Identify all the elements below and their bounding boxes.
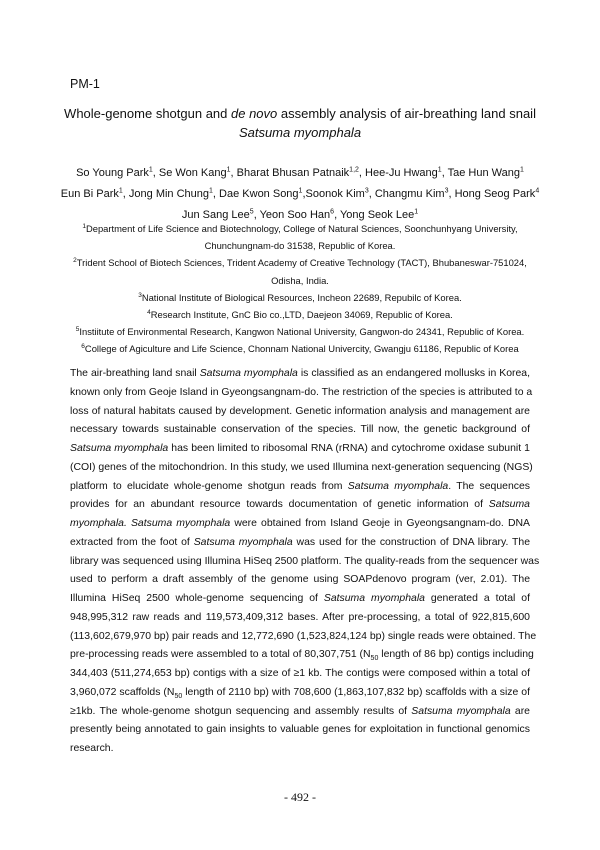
affiliation-2: [30, 254, 570, 271]
text-run: pre-processing reads were assembled to a total of 80,307,751 (N: [70, 649, 371, 661]
affil-text: Department of Life Science and Biotechnology, College of Natural Sciences, Soonchunhyang University,: [85, 223, 518, 234]
abstract-body: [70, 365, 540, 759]
author: Yeon Soo Han: [259, 209, 331, 221]
author-line-3: Jun Sang Lee$^5$, Yeon Soo Han$^6$, Yong Seok Lee$^1$: [181, 208, 419, 221]
text-run: were obtained from Island Geoje in Gyeongsangnam-do. DNA: [230, 518, 530, 529]
author-line-1: So Young Park$^1$, Se Won Kang$^1$, Bharat Bhusan Patnaik$^{1,2}$, Hee-Ju Hwang$^1$, Tae Hun Wang$^1$: [76, 166, 524, 179]
abstract-line: [70, 590, 530, 609]
species-name: Satsuma myomphala: [323, 593, 425, 604]
title-species: Satsuma myomphala: [238, 125, 362, 140]
author: Soonok Kim: [305, 188, 365, 200]
affiliation-3: [30, 289, 570, 306]
author-affil-ref: 3: [364, 187, 369, 195]
page-number: - 492 -: [284, 790, 316, 804]
title-italic-part: de novo: [231, 106, 278, 121]
affiliation-1: [30, 220, 570, 237]
title-line-2: [40, 125, 560, 140]
abstract-line: loss of natural habitats caused by development. Genetic information analysis and management are: [70, 405, 530, 417]
author-affil-ref: 5: [249, 208, 254, 216]
affiliation-5: [30, 323, 570, 340]
subscript: 50: [174, 692, 183, 700]
text-run: are: [510, 705, 530, 717]
abstract-line: [70, 365, 530, 384]
author-affil-ref: 6: [330, 208, 335, 216]
abstract-line: [70, 515, 530, 534]
abstract-line: known only from Geoje Island in Gyeongsangnam-do. The restriction of the species is attributed to a: [70, 386, 533, 398]
author-affil-ref: 1: [148, 166, 153, 174]
author: Bharat Bhusan Patnaik: [236, 167, 350, 179]
text-run: ≥1kb. The whole-genome shotgun sequencing and assembly results of: [70, 705, 412, 717]
text-run: The air-breathing land snail: [70, 368, 200, 379]
author: So Young Park: [76, 167, 149, 179]
author: Dae Kwon Song: [219, 188, 299, 200]
abstract-line: 344,403 (511,274,653 bp) contigs with a size of ≥1 kb. The contigs were composed within a total of: [70, 668, 530, 679]
author: Hong Seog Park: [454, 188, 536, 200]
text-run: has been limited to ribosomal RNA (rRNA) and cytochrome oxidase subunit 1: [168, 443, 530, 454]
affil-text: College of Agiculture and Life Science, Chonnam National Univercity, Gwangju 61186, Republic of Korea: [84, 343, 519, 355]
affil-number: 6: [81, 343, 85, 351]
author-affil-ref: 1: [519, 166, 524, 174]
author: Hee-Ju Hwang: [365, 167, 438, 179]
text-run: provides for an abundant resource towards documentation of genetic information of: [70, 499, 483, 511]
author: Jong Min Chung: [128, 188, 210, 200]
affil-number: 1: [82, 222, 86, 230]
species-name: Satsuma myomphala: [70, 443, 169, 454]
affil-text: Instiitute of Environmental Research, Kangwon National University, Gangwon-do 24341, Republic of Korea.: [79, 326, 525, 338]
author-affil-ref: 1: [118, 187, 123, 195]
author-affil-ref: 1,2: [349, 166, 359, 174]
affil-number: 5: [75, 326, 80, 334]
affiliation-6: [30, 340, 570, 357]
author-affil-ref: 3: [444, 187, 449, 195]
author-affil-ref: 4: [535, 187, 540, 195]
affil-text: Research Institute, GnC Bio co.,LTD, Daejeon 34069, Republic of Korea.: [150, 309, 453, 321]
species-genus: Satsuma: [488, 499, 530, 511]
abstract-code: PM-1: [70, 77, 100, 91]
author-list: [40, 163, 560, 226]
author: Tae Hun Wang: [447, 167, 520, 179]
abstract-line: library was sequenced using Illumina HiSeq 2500 platform. The quality-reads from the sequencer was: [70, 555, 540, 567]
text-run: is classified as an endangered mollusks in Korea,: [297, 368, 530, 379]
author-line-2: Eun Bi Park$^1$, Jong Min Chung$^1$, Dae Kwon Song$^1$,Soonok Kim$^3$, Changmu Kim$^3$, Hong Seog Park$^4$: [60, 187, 540, 200]
author: Eun Bi Park: [60, 188, 119, 200]
affiliation-1-cont: Chunchungnam-do 31538, Republic of Korea.: [204, 240, 396, 252]
author: Jun Sang Lee: [181, 209, 250, 221]
author-affil-ref: 1: [414, 208, 419, 216]
affiliation-4: [30, 306, 570, 323]
affiliation-list: [30, 220, 570, 358]
abstract-line: 948,995,312 raw reads and 119,573,409,312 bases. After pre-processing, a total of 922,815,600: [70, 611, 530, 623]
text-run: 3,960,072 scaffolds (N: [70, 686, 175, 698]
affil-number: 4: [147, 308, 151, 316]
species-name: Satsuma myomphala: [193, 536, 293, 548]
abstract-line: [70, 684, 530, 703]
author-affil-ref: 1: [209, 187, 213, 195]
species-name: Satsuma myomphala: [347, 480, 449, 492]
abstract-line: [70, 646, 534, 665]
subscript: 50: [370, 655, 379, 663]
abstract-line: research.: [70, 743, 114, 754]
text-run: generated a total of: [424, 593, 530, 604]
abstract-line: (113,602,679,970 bp) pair reads and 12,772,690 (1,523,824,124 bp) single reads were obtained. The: [70, 630, 537, 642]
author-affil-ref: 1: [437, 166, 442, 174]
abstract-line: presently being annotated to gain insights to valuable genes for exploitation in functional genomics: [70, 724, 530, 736]
title-part-1: Whole-genome shotgun and: [64, 106, 231, 121]
abstract-line: (COI) genes of the mitochondrion. In this study, we used Illumina next-generation sequencing (NGS): [70, 461, 533, 473]
abstract-line: [70, 703, 530, 722]
text-run: . The sequences: [448, 480, 530, 492]
affil-text: National Institute of Biological Resources, Incheon 22689, Repubilc of Korea.: [141, 291, 462, 303]
text-run: length of 2110 bp) with 708,600 (1,863,107,832 bp) scaffolds with a size of: [182, 686, 531, 698]
affil-text: Trident School of Biotech Sciences, Trident Academy of Creative Technology (TACT), Bhubaneswar-751024,: [76, 257, 527, 269]
species-name: Satsuma myomphala: [199, 368, 298, 379]
species-epithet: myomphala.: [70, 518, 131, 529]
text-run: extracted from the foot of: [70, 536, 194, 548]
author: Se Won Kang: [158, 167, 227, 179]
affil-number: 2: [73, 257, 77, 265]
title-line-1: [40, 106, 560, 121]
text-run: length of 86 bp) contigs including: [378, 649, 534, 661]
author: Yong Seok Lee: [339, 209, 415, 221]
author-affil-ref: 1: [298, 187, 303, 195]
abstract-line: [70, 534, 530, 553]
abstract-line: [70, 440, 530, 459]
affil-number: 3: [138, 291, 142, 299]
text-run: was used for the construction of DNA library. The: [292, 536, 530, 548]
abstract-line: [70, 478, 530, 497]
abstract-line: [70, 496, 530, 515]
author: Changmu Kim: [374, 188, 445, 200]
abstract-line: used to perform a draft assembly of the genome using SOAPdenovo program (ver, 2.01). The: [70, 574, 530, 586]
text-run: platform to elucidate whole-genome shotgun reads from: [70, 480, 348, 492]
title-part-3: assembly analysis of air-breathing land snail: [277, 106, 536, 121]
author-affil-ref: 1: [226, 166, 231, 174]
species-name: Satsuma myomphala: [411, 705, 511, 717]
text-run: Illumina HiSeq 2500 whole-genome sequencing of: [70, 593, 324, 604]
abstract-line: necessary towards sustainable conservation of the species. Till now, the genetic background of: [70, 424, 530, 436]
affiliation-2-cont: Odisha, India.: [271, 274, 329, 286]
species-name: Satsuma myomphala: [130, 518, 231, 529]
